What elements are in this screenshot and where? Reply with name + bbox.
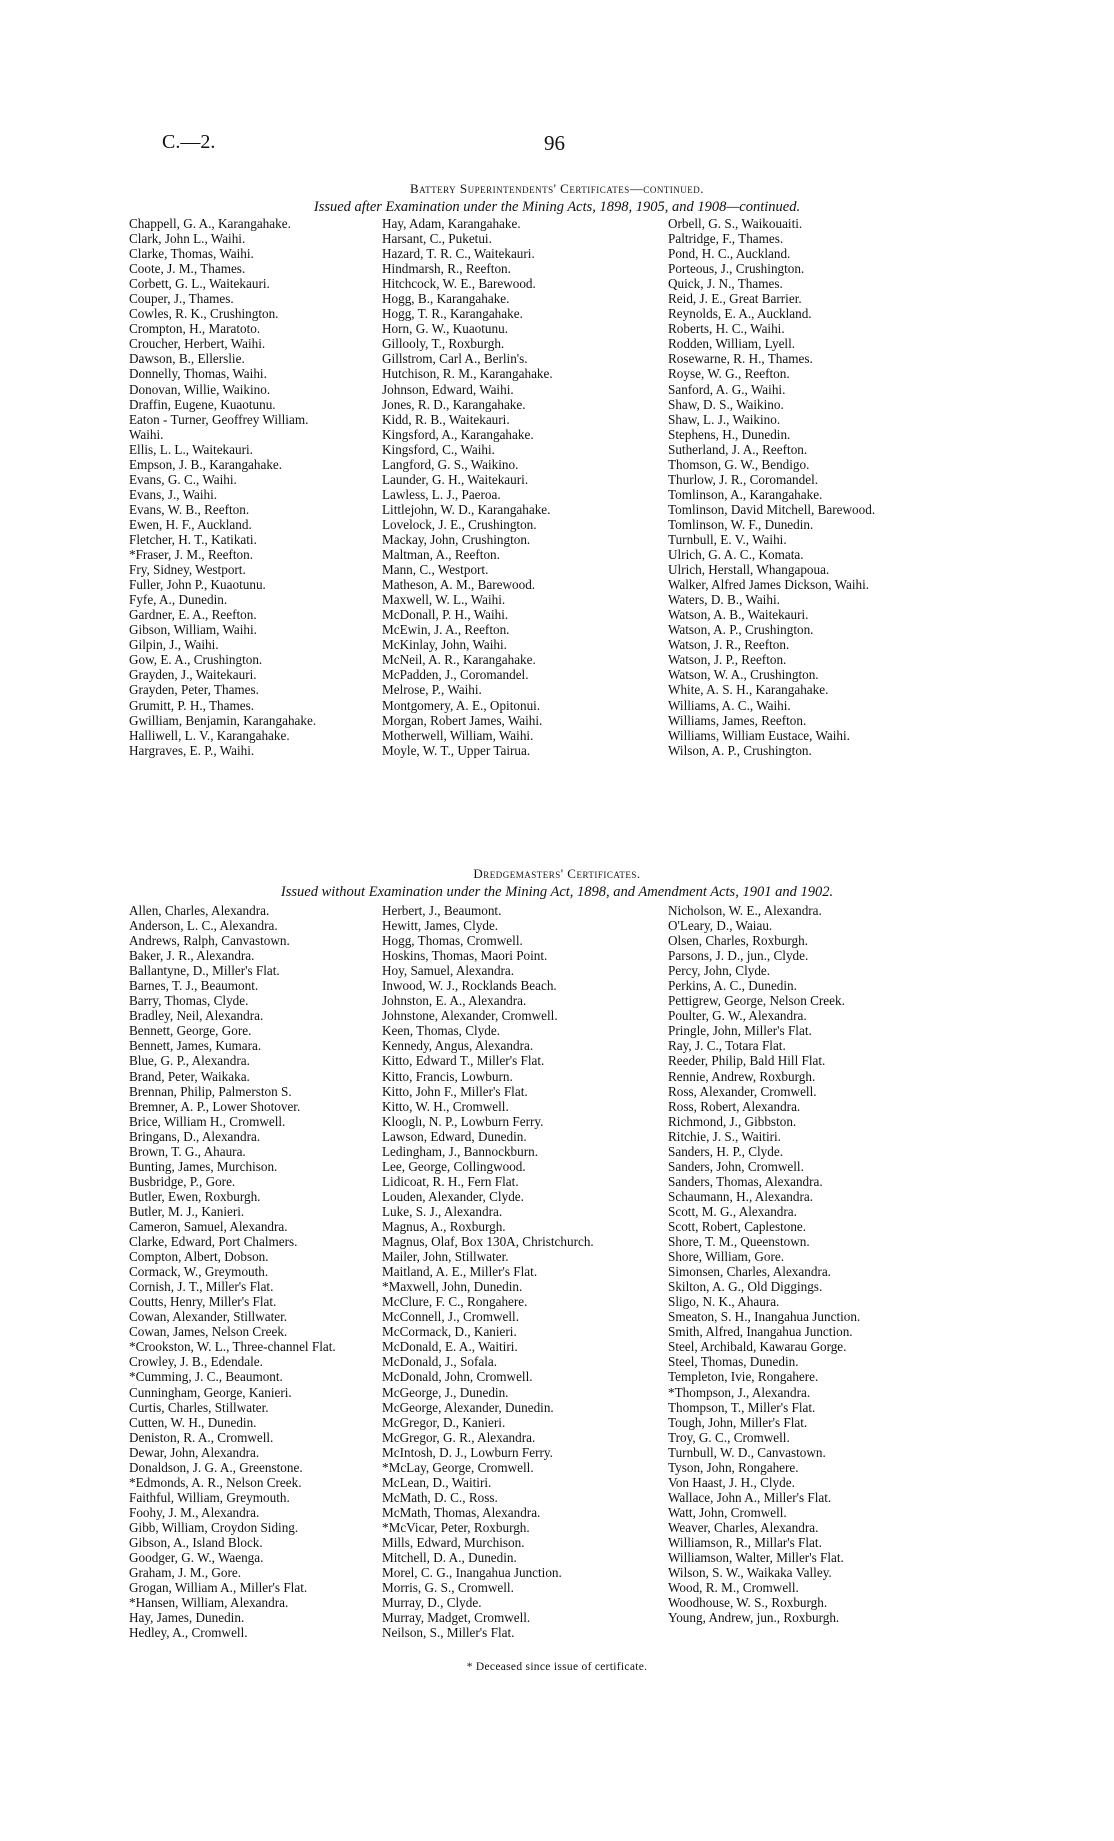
list-entry: Sanders, John, Cromwell.: [668, 1158, 804, 1174]
list-entry: Crowley, J. B., Edendale.: [129, 1354, 263, 1370]
list-entry: Croucher, Herbert, Waihi.: [129, 336, 266, 352]
battery-subtitle-text: Issued after Examination under the Mining Acts, 1898, 1905, and 1908—continued.: [313, 199, 801, 215]
footnote: * Deceased since issue of certificate.: [466, 1661, 648, 1673]
list-entry: Rodden, William, Lyell.: [668, 336, 796, 352]
list-entry: Gibson, William, Waihi.: [129, 622, 257, 638]
list-entry: Stephens, H., Dunedin.: [668, 426, 791, 442]
list-entry: Reynolds, E. A., Auckland.: [668, 306, 812, 322]
list-entry: Richmond, J., Gibbston.: [668, 1113, 797, 1129]
list-entry: Bringans, D., Alexandra.: [129, 1128, 261, 1144]
list-entry: Brennan, Philip, Palmerston S.: [129, 1083, 292, 1099]
list-entry: Cowles, R. K., Crushington.: [129, 306, 279, 322]
list-entry: Baker, J. R., Alexandra.: [129, 948, 255, 964]
list-entry: Empson, J. B., Karangahake.: [129, 456, 283, 472]
list-entry: Morel, C. G., Inangahua Junction.: [382, 1565, 562, 1581]
list-entry: Porteous, J., Crushington.: [668, 261, 805, 277]
list-entry: Wilson, A. P., Crushington.: [668, 742, 812, 758]
list-entry: Mitchell, D. A., Dunedin.: [382, 1550, 517, 1566]
list-entry: Bunting, James, Murchison.: [129, 1158, 278, 1174]
page-number: 96: [544, 131, 565, 155]
list-entry: Williamson, Walter, Miller's Flat.: [668, 1550, 844, 1566]
list-entry: Nicholson, W. E., Alexandra.: [668, 903, 822, 918]
list-entry: Mackay, John, Crushington.: [382, 531, 531, 547]
list-entry: Corbett, G. L., Waitekauri.: [129, 276, 270, 292]
list-entry: Dewar, John, Alexandra.: [129, 1444, 260, 1460]
list-entry: Shaw, L. J., Waikino.: [668, 411, 781, 427]
list-entry: Young, Andrew, jun., Roxburgh.: [668, 1610, 840, 1626]
list-entry: Bennett, George, Gore.: [129, 1023, 252, 1039]
list-entry: McNeil, A. R., Karangahake.: [382, 652, 536, 668]
list-entry: Maltman, A., Reefton.: [382, 547, 500, 563]
list-entry: Mailer, John, Stillwater.: [382, 1249, 509, 1265]
list-entry: Smith, Alfred, Inangahua Junction.: [668, 1324, 853, 1340]
list-entry: Clarke, Edward, Port Chalmers.: [129, 1234, 298, 1250]
list-entry: Dawson, B., Ellerslie.: [129, 351, 245, 367]
list-entry: Jones, R. D., Karangahake.: [382, 396, 526, 412]
list-entry: Kitto, Edward T., Miller's Flat.: [382, 1053, 545, 1069]
list-entry: Murray, D., Clyde.: [382, 1595, 482, 1611]
list-entry: Watson, A. P., Crushington.: [668, 622, 814, 638]
list-entry: Keen, Thomas, Clyde.: [382, 1023, 501, 1039]
list-entry: Steel, Thomas, Dunedin.: [668, 1354, 799, 1370]
list-entry: Blue, G. P., Alexandra.: [129, 1053, 250, 1069]
list-entry: Steel, Archibald, Kawarau Gorge.: [668, 1339, 847, 1355]
list-entry: Hogg, B., Karangahake.: [382, 291, 510, 307]
list-entry: Sutherland, J. A., Reefton.: [668, 441, 808, 457]
list-entry: Gilpin, J., Waihi.: [129, 637, 219, 653]
list-entry: Roberts, H. C., Waihi.: [668, 321, 785, 337]
list-entry: Launder, G. H., Waitekauri.: [382, 471, 529, 487]
list-entry: Scott, Robert, Caplestone.: [668, 1218, 807, 1234]
dredge-column-2: [382, 903, 668, 1640]
list-entry: McConnell, J., Cromwell.: [382, 1309, 519, 1325]
list-entry: Grogan, William A., Miller's Flat.: [129, 1580, 308, 1596]
list-entry: Butler, Ewen, Roxburgh.: [129, 1188, 261, 1204]
list-entry: Schaumann, H., Alexandra.: [668, 1188, 814, 1204]
list-entry: Williams, William Eustace, Waihi.: [668, 727, 850, 743]
list-entry: Cormack, W., Greymouth.: [129, 1264, 269, 1280]
list-entry: Deniston, R. A., Cromwell.: [129, 1429, 274, 1445]
list-entry: Turnbull, E. V., Waihi.: [668, 531, 787, 547]
list-entry: Coutts, Henry, Miller's Flat.: [129, 1294, 277, 1310]
list-entry: Thurlow, J. R., Coromandel.: [668, 471, 819, 487]
list-entry: Kingsford, C., Waihi.: [382, 441, 495, 457]
list-entry: Lawless, L. J., Paeroa.: [382, 486, 501, 502]
list-entry: Moyle, W. T., Upper Tairua.: [382, 742, 531, 758]
list-entry: Wallace, John A., Miller's Flat.: [668, 1489, 832, 1505]
list-entry: Hogg, Thomas, Cromwell.: [382, 933, 523, 949]
list-entry: Sanford, A. G., Waihi.: [668, 381, 786, 397]
list-entry: *Hansen, William, Alexandra.: [129, 1595, 289, 1611]
list-entry: Hargraves, E. P., Waihi.: [129, 742, 255, 758]
list-entry: McEwin, J. A., Reefton.: [382, 622, 510, 638]
dredge-section-title: Dredgemasters' Certificates.: [473, 866, 641, 881]
list-entry: Ledingham, J., Bannockburn.: [382, 1143, 539, 1159]
list-entry: Kitto, Francis, Lowburn.: [382, 1068, 513, 1084]
list-entry: Curtis, Charles, Stillwater.: [129, 1399, 269, 1415]
list-entry: Fry, Sidney, Westport.: [129, 562, 246, 578]
list-entry: Lee, George, Collingwood.: [382, 1158, 526, 1174]
list-entry: Busbridge, P., Gore.: [129, 1173, 236, 1189]
list-entry: Orbell, G. S., Waikouaiti.: [668, 216, 803, 231]
list-entry: Fuller, John P., Kuaotunu.: [129, 577, 266, 593]
list-entry: Luke, S. J., Alexandra.: [382, 1203, 503, 1219]
battery-column-2: [382, 216, 668, 758]
list-entry: Turnbull, W. D., Canvastown.: [668, 1444, 826, 1460]
list-entry: Gibson, A., Island Block.: [129, 1534, 263, 1550]
list-entry: Hoy, Samuel, Alexandra.: [382, 963, 515, 979]
list-entry: Tomlinson, David Mitchell, Barewood.: [668, 501, 876, 517]
list-entry: Crompton, H., Maratoto.: [129, 321, 261, 337]
list-entry: Walker, Alfred James Dickson, Waihi.: [668, 577, 870, 593]
battery-section-title: Battery Superintendents' Certificates—continued.: [409, 181, 705, 196]
list-entry: Troy, G. C., Cromwell.: [668, 1429, 790, 1445]
list-entry: Kennedy, Angus, Alexandra.: [382, 1038, 534, 1054]
list-entry: Pringle, John, Miller's Flat.: [668, 1023, 812, 1039]
list-entry: Watson, A. B., Waitekauri.: [668, 607, 809, 623]
list-entry: Tough, John, Miller's Flat.: [668, 1414, 808, 1430]
list-entry: Wilson, S. W., Waikaka Valley.: [668, 1565, 832, 1581]
list-entry: Kitto, John F., Miller's Flat.: [382, 1083, 528, 1099]
list-entry: Maitland, A. E., Miller's Flat.: [382, 1264, 538, 1280]
list-entry: Mann, C., Westport.: [382, 562, 489, 578]
list-entry: Templeton, Ivie, Rongahere.: [668, 1369, 819, 1385]
dredge-column-3: [668, 903, 959, 1640]
list-entry: Eaton - Turner, Geoffrey William.: [129, 411, 309, 427]
list-entry: Clark, John L., Waihi.: [129, 231, 246, 247]
list-entry: White, A. S. H., Karangahake.: [668, 682, 829, 698]
list-entry: Grayden, Peter, Thames.: [129, 682, 259, 698]
list-entry: Coote, J. M., Thames.: [129, 261, 246, 277]
list-entry: Rennie, Andrew, Roxburgh.: [668, 1068, 816, 1084]
list-entry: Grumitt, P. H., Thames.: [129, 697, 255, 713]
list-entry: Royse, W. G., Reefton.: [668, 366, 790, 382]
list-entry: Hazard, T. R. C., Waitekauri.: [382, 246, 535, 262]
dredge-subtitle-text: Issued without Examination under the Mining Act, 1898, and Amendment Acts, 1901 and 1902.: [280, 884, 834, 900]
list-entry: Ulrich, G. A. C., Komata.: [668, 547, 804, 563]
list-entry: Watt, John, Cromwell.: [668, 1504, 787, 1520]
list-entry: Scott, M. G., Alexandra.: [668, 1203, 797, 1219]
list-entry: Lidicoat, R. H., Fern Flat.: [382, 1173, 519, 1189]
list-entry: Herbert, J., Beaumont.: [382, 903, 502, 918]
list-entry: Pond, H. C., Auckland.: [668, 246, 791, 262]
list-entry: Parsons, J. D., jun., Clyde.: [668, 948, 809, 964]
list-entry: Sligo, N. K., Ahaura.: [668, 1294, 780, 1310]
list-entry: Quick, J. N., Thames.: [668, 276, 783, 292]
list-entry: Motherwell, William, Waihi.: [382, 727, 534, 743]
list-entry: Louden, Alexander, Clyde.: [382, 1188, 524, 1204]
list-entry: Watson, J. R., Reefton.: [668, 637, 790, 653]
list-entry: Donovan, Willie, Waikino.: [129, 381, 271, 397]
list-entry: *Fraser, J. M., Reefton.: [129, 547, 253, 563]
list-entry: Ross, Robert, Alexandra.: [668, 1098, 801, 1114]
list-entry: McMath, Thomas, Alexandra.: [382, 1504, 541, 1520]
list-entry: Sanders, H. P., Clyde.: [668, 1143, 784, 1159]
list-entry: Ross, Alexander, Cromwell.: [668, 1083, 817, 1099]
list-entry: Cowan, James, Nelson Creek.: [129, 1324, 288, 1340]
list-entry: Gow, E. A., Crushington.: [129, 652, 263, 668]
list-entry: *McLay, George, Cromwell.: [382, 1459, 534, 1475]
list-entry: Percy, John, Clyde.: [668, 963, 771, 979]
battery-column-3: [668, 216, 959, 758]
list-entry: McGregor, G. R., Alexandra.: [382, 1429, 536, 1445]
list-entry: Rosewarne, R. H., Thames.: [668, 351, 813, 367]
list-entry: McClure, F. C., Rongahere.: [382, 1294, 528, 1310]
battery-column-1: [129, 216, 382, 758]
list-entry: Watson, J. P., Reefton.: [668, 652, 787, 668]
list-entry: McGregor, D., Kanieri.: [382, 1414, 506, 1430]
list-entry: Thomson, G. W., Bendigo.: [668, 456, 810, 472]
list-entry: Lovelock, J. E., Crushington.: [382, 516, 537, 532]
list-entry: Tomlinson, A., Karangahake.: [668, 486, 823, 502]
list-entry: Hay, James, Dunedin.: [129, 1610, 245, 1626]
list-entry: Hindmarsh, R., Reefton.: [382, 261, 511, 277]
list-entry: O'Leary, D., Waiau.: [668, 918, 773, 934]
list-entry: Tomlinson, W. F., Dunedin.: [668, 516, 814, 532]
list-entry: Hoskins, Thomas, Maori Point.: [382, 948, 548, 964]
list-entry: Ray, J. C., Totara Flat.: [668, 1038, 786, 1054]
list-entry: Ulrich, Herstall, Whangapoua.: [668, 562, 830, 578]
document-reference: C.—2.: [162, 131, 216, 153]
list-entry: Smeaton, S. H., Inangahua Junction.: [668, 1309, 861, 1325]
list-entry: Grayden, J., Waitekauri.: [129, 667, 257, 683]
list-entry: Draffin, Eugene, Kuaotunu.: [129, 396, 276, 412]
list-entry: Klooglı, N. P., Lowburn Ferry.: [382, 1113, 544, 1129]
list-entry: Brown, T. G., Ahaura.: [129, 1143, 246, 1159]
list-entry: Morris, G. S., Cromwell.: [382, 1580, 514, 1596]
list-entry: McKinlay, John, Waihi.: [382, 637, 507, 653]
list-entry: Pettigrew, George, Nelson Creek.: [668, 993, 845, 1009]
dredge-section-subtitle: [0, 884, 1114, 901]
list-entry: Johnson, Edward, Waihi.: [382, 381, 514, 397]
list-entry: Shore, William, Gore.: [668, 1249, 785, 1265]
list-entry: Allen, Charles, Alexandra.: [129, 903, 270, 918]
list-entry: Cornish, J. T., Miller's Flat.: [129, 1279, 274, 1295]
list-entry: Hogg, T. R., Karangahake.: [382, 306, 523, 322]
list-entry: *Thompson, J., Alexandra.: [668, 1384, 811, 1400]
list-entry: Weaver, Charles, Alexandra.: [668, 1519, 819, 1535]
list-entry: Evans, W. B., Reefton.: [129, 501, 250, 517]
list-entry: Maxwell, W. L., Waihi.: [382, 592, 506, 608]
list-entry: Morgan, Robert James, Waihi.: [382, 712, 543, 728]
list-entry: Kingsford, A., Karangahake.: [382, 426, 534, 442]
list-entry: Bremner, A. P., Lower Shotover.: [129, 1098, 301, 1114]
list-entry: McIntosh, D. J., Lowburn Ferry.: [382, 1444, 553, 1460]
list-entry: McPadden, J., Coromandel.: [382, 667, 529, 683]
list-entry: *Edmonds, A. R., Nelson Creek.: [129, 1474, 302, 1490]
list-entry: Wood, R. M., Cromwell.: [668, 1580, 799, 1596]
list-entry: Ritchie, J. S., Waitiri.: [668, 1128, 781, 1144]
list-entry: Andrews, Ralph, Canvastown.: [129, 933, 290, 949]
list-entry: Cutten, W. H., Dunedin.: [129, 1414, 257, 1430]
list-entry: McMath, D. C., Ross.: [382, 1489, 498, 1505]
list-entry: McDonald, E. A., Waitiri.: [382, 1339, 518, 1355]
list-entry: *McVicar, Peter, Roxburgh.: [382, 1519, 530, 1535]
list-entry: Anderson, L. C., Alexandra.: [129, 918, 278, 934]
list-entry: *Cumming, J. C., Beaumont.: [129, 1369, 283, 1385]
list-entry: Olsen, Charles, Roxburgh.: [668, 933, 809, 949]
list-entry: McGeorge, J., Dunedin.: [382, 1384, 509, 1400]
list-entry: Reeder, Philip, Bald Hill Flat.: [668, 1053, 826, 1069]
list-entry: Faithful, William, Greymouth.: [129, 1489, 290, 1505]
list-entry: Paltridge, F., Thames.: [668, 231, 784, 247]
list-entry: Bradley, Neil, Alexandra.: [129, 1008, 264, 1024]
list-entry: Mills, Edward, Murchison.: [382, 1534, 525, 1550]
list-entry: Melrose, P., Waihi.: [382, 682, 482, 698]
list-entry: Ewen, H. F., Auckland.: [129, 516, 252, 532]
list-entry: Cunningham, George, Kanieri.: [129, 1384, 292, 1400]
list-entry: Gwilliam, Benjamin, Karangahake.: [129, 712, 317, 728]
list-entry: McCormack, D., Kanieri.: [382, 1324, 517, 1340]
list-entry: Barry, Thomas, Clyde.: [129, 993, 249, 1009]
list-entry: Cameron, Samuel, Alexandra.: [129, 1218, 288, 1234]
list-entry: Waters, D. B., Waihi.: [668, 592, 780, 608]
list-entry: Clarke, Thomas, Waihi.: [129, 246, 254, 262]
list-entry: Brice, William H., Cromwell.: [129, 1113, 286, 1129]
list-entry: Graham, J. M., Gore.: [129, 1565, 242, 1581]
list-entry: Johnston, E. A., Alexandra.: [382, 993, 527, 1009]
dredge-column-1: [129, 903, 382, 1640]
list-entry: Brand, Peter, Waikaka.: [129, 1068, 250, 1084]
list-entry: Donaldson, J. G. A., Greenstone.: [129, 1459, 303, 1475]
list-entry: Shore, T. M., Queenstown.: [668, 1234, 810, 1250]
list-entry: Horn, G. W., Kuaotunu.: [382, 321, 509, 337]
list-entry: Gillooly, T., Roxburgh.: [382, 336, 505, 352]
list-entry: *Crookston, W. L., Three-channel Flat.: [129, 1339, 336, 1355]
list-entry: Hay, Adam, Karangahake.: [382, 216, 521, 231]
list-entry: Tyson, John, Rongahere.: [668, 1459, 799, 1475]
list-entry: Sanders, Thomas, Alexandra.: [668, 1173, 823, 1189]
list-entry: McGeorge, Alexander, Dunedin.: [382, 1399, 554, 1415]
list-entry: Johnstone, Alexander, Cromwell.: [382, 1008, 558, 1024]
list-entry: Williams, A. C., Waihi.: [668, 697, 791, 713]
list-entry: Compton, Albert, Dobson.: [129, 1249, 269, 1265]
battery-section-subtitle: [0, 199, 1114, 216]
list-entry: Gibb, William, Croydon Siding.: [129, 1519, 299, 1535]
list-entry: Watson, W. A., Crushington.: [668, 667, 819, 683]
list-entry: Poulter, G. W., Alexandra.: [668, 1008, 807, 1024]
list-entry: Reid, J. E., Great Barrier.: [668, 291, 802, 307]
dredge-columns: [129, 903, 959, 1640]
list-entry: Lawson, Edward, Dunedin.: [382, 1128, 527, 1144]
list-entry: McDonald, John, Cromwell.: [382, 1369, 533, 1385]
list-entry: Langford, G. S., Waikino.: [382, 456, 519, 472]
list-entry: McDonall, P. H., Waihi.: [382, 607, 509, 623]
list-entry: Von Haast, J. H., Clyde.: [668, 1474, 795, 1490]
list-entry: Foohy, J. M., Alexandra.: [129, 1504, 260, 1520]
list-entry: Bennett, James, Kumara.: [129, 1038, 262, 1054]
list-entry: Shaw, D. S., Waikino.: [668, 396, 784, 412]
list-entry: Thompson, T., Miller's Flat.: [668, 1399, 816, 1415]
list-entry: Woodhouse, W. S., Roxburgh.: [668, 1595, 828, 1611]
list-entry: Fletcher, H. T., Katikati.: [129, 531, 257, 547]
list-entry: Butler, M. J., Kanieri.: [129, 1203, 245, 1219]
list-entry: Waihi.: [129, 426, 164, 442]
list-entry: Montgomery, A. E., Opitonui.: [382, 697, 541, 713]
list-entry: Williams, James, Reefton.: [668, 712, 807, 728]
list-entry: Ellis, L. L., Waitekauri.: [129, 441, 253, 457]
list-entry: Evans, J., Waihi.: [129, 486, 218, 502]
list-entry: Couper, J., Thames.: [129, 291, 234, 307]
list-entry: Murray, Madget, Cromwell.: [382, 1610, 531, 1626]
list-entry: Hewitt, James, Clyde.: [382, 918, 499, 934]
list-entry: Hedley, A., Cromwell.: [129, 1625, 248, 1641]
list-entry: Chappell, G. A., Karangahake.: [129, 216, 291, 231]
list-entry: Simonsen, Charles, Alexandra.: [668, 1264, 831, 1280]
list-entry: Magnus, Olaf, Box 130A, Christchurch.: [382, 1234, 594, 1250]
list-entry: Littlejohn, W. D., Karangahake.: [382, 501, 551, 517]
list-entry: Neilson, S., Miller's Flat.: [382, 1625, 515, 1641]
list-entry: Donnelly, Thomas, Waihi.: [129, 366, 267, 382]
list-entry: Inwood, W. J., Rocklands Beach.: [382, 978, 557, 994]
list-entry: Williamson, R., Millar's Flat.: [668, 1534, 822, 1550]
list-entry: Fyfe, A., Dunedin.: [129, 592, 228, 608]
list-entry: Skilton, A. G., Old Diggings.: [668, 1279, 823, 1295]
list-entry: Ballantyne, D., Miller's Flat.: [129, 963, 280, 979]
list-entry: Barnes, T. J., Beaumont.: [129, 978, 259, 994]
list-entry: Hutchison, R. M., Karangahake.: [382, 366, 553, 382]
list-entry: Harsant, C., Puketui.: [382, 231, 492, 247]
list-entry: Goodger, G. W., Waenga.: [129, 1550, 264, 1566]
list-entry: *Maxwell, John, Dunedin.: [382, 1279, 523, 1295]
list-entry: Magnus, A., Roxburgh.: [382, 1218, 506, 1234]
list-entry: Cowan, Alexander, Stillwater.: [129, 1309, 288, 1325]
list-entry: Gardner, E. A., Reefton.: [129, 607, 257, 623]
list-entry: Matheson, A. M., Barewood.: [382, 577, 536, 593]
list-entry: McDonald, J., Sofala.: [382, 1354, 498, 1370]
list-entry: Kitto, W. H., Cromwell.: [382, 1098, 509, 1114]
list-entry: Halliwell, L. V., Karangahake.: [129, 727, 290, 743]
list-entry: Evans, G. C., Waihi.: [129, 471, 237, 487]
battery-columns: [129, 216, 959, 758]
list-entry: Perkins, A. C., Dunedin.: [668, 978, 797, 994]
list-entry: Kidd, R. B., Waitekauri.: [382, 411, 510, 427]
list-entry: Gillstrom, Carl A., Berlin's.: [382, 351, 528, 367]
list-entry: Hitchcock, W. E., Barewood.: [382, 276, 536, 292]
list-entry: McLean, D., Waitiri.: [382, 1474, 492, 1490]
